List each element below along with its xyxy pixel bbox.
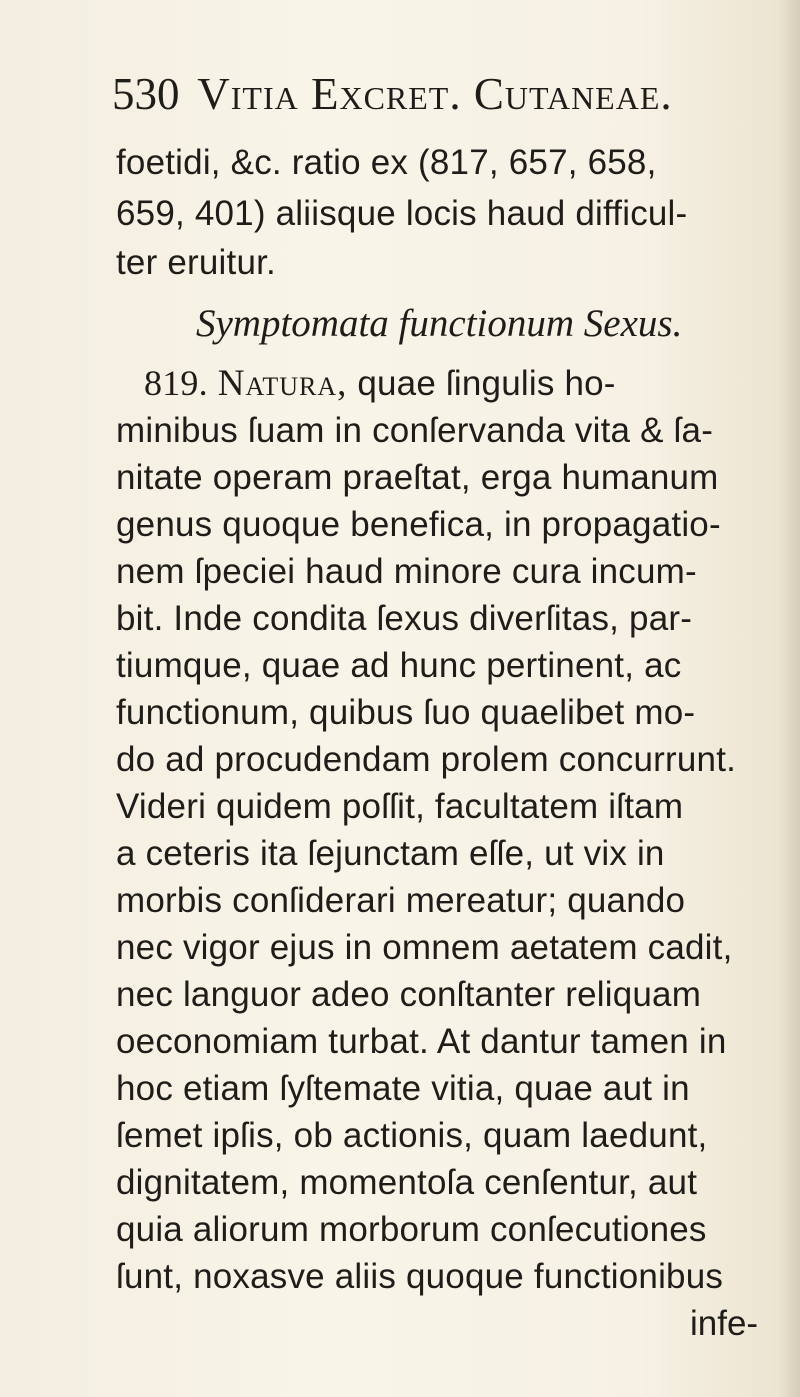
page-number: 530 [112,69,180,119]
text-line: nec languor adeo conſtanter reliquam [116,975,702,1014]
text-line: minibus ſuam in conſervanda vita & ſa- [116,411,714,450]
text-line: foetidi, &c. ratio ex (817, 657, 658, [116,143,657,182]
text-line: functionum, quibus ſuo quaelibet mo- [116,693,696,732]
text-line: oeconomiam turbat. At dantur tamen in [116,1022,727,1061]
text-line: genus quoque benefica, in propagatio- [116,505,721,544]
paragraph-number: 819. [144,363,208,403]
text-line: morbis conſiderari mereatur; quando [116,881,686,920]
catchword: infe- [690,1304,759,1343]
running-head [112,66,772,122]
text-line: 659, 401) aliisque locis haud difficul- [116,194,688,233]
text-line: ſunt, noxasve aliis quoque functionibus [116,1257,724,1296]
text-line: do ad procudendam prolem concurrunt. [116,740,737,779]
text-line: Videri quidem poſſit, facultatem iſtam [116,787,684,826]
text-line: hoc etiam ſyſtemate vitia, quae aut in [116,1069,690,1108]
paragraph-first-line [144,360,800,407]
section-title: Symptomata functionum Sexus. [196,302,683,345]
text-line: quia aliorum morborum conſecutiones [116,1210,707,1249]
text-line: dignitatem, momentoſa cenſentur, aut [116,1163,698,1202]
first-line-text: quae ſingulis ho- [357,364,616,403]
text-line: nitate operam praeſtat, erga humanum [116,458,719,497]
text-line: ſemet ipſis, ob actionis, quam laedunt, [116,1116,708,1155]
text-line: ter eruitur. [116,243,276,282]
text-line: a ceteris ita ſejunctam eſſe, ut vix in [116,834,665,873]
text-line: nec vigor ejus in omnem aetatem cadit, [116,928,733,967]
text-line: bit. Inde condita ſexus diverſitas, par- [116,599,693,638]
running-head-title: Vitia Excret. Cutaneae. [197,69,673,119]
text-line: nem ſpeciei haud minore cura incum- [116,552,697,591]
text-line: tiumque, quae ad hunc pertinent, ac [116,646,682,685]
paragraph-lead-word: Natura, [217,363,348,404]
